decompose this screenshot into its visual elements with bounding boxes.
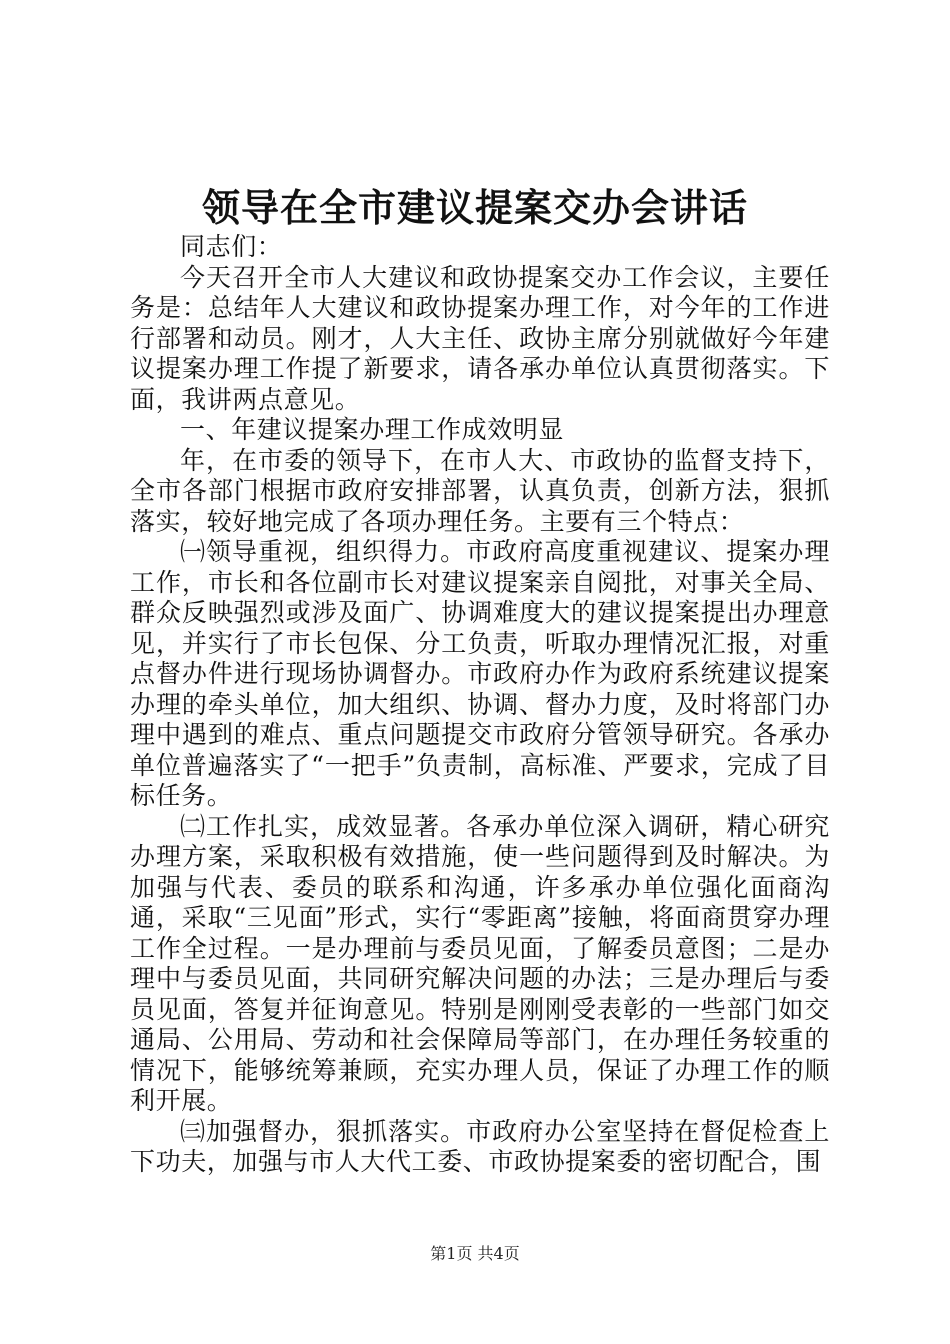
body-paragraph: ㈢加强督办，狠抓落实。市政府办公室坚持在督促检查上下功夫，加强与市人大代工委、市政协提案委的密切配合，围	[130, 1116, 830, 1176]
page-footer: 第1页 共4页	[430, 1244, 520, 1263]
section-heading: 一、年建议提案办理工作成效明显	[180, 415, 565, 444]
document-title: 领导在全市建议提案交办会讲话	[201, 185, 748, 230]
salutation-paragraph: 同志们：	[180, 232, 283, 261]
intro-paragraph: 今天召开全市人大建议和政协提案交办工作会议，主要任务是：总结年人大建议和政协提案办理工作，对今年的工作进行部署和动员。刚才，人大主任、政协主席分别就做好今年建议提案办理工作提了新要求，请各承办单位认真贯彻落实。下面，我讲两点意见。	[130, 262, 830, 414]
body-paragraph: 年，在市委的领导下，在市人大、市政协的监督支持下，全市各部门根据市政府安排部署，认真负责，创新方法，狠抓落实，较好地完成了各项办理任务。主要有三个特点：	[130, 445, 830, 536]
document-body	[130, 232, 830, 1178]
body-paragraph: ㈠领导重视，组织得力。市政府高度重视建议、提案办理工作，市长和各位副市长对建议提案亲自阅批，对事关全局、群众反映强烈或涉及面广、协调难度大的建议提案提出办理意见，并实行了市长包保、分工负责，听取办理情况汇报，对重点督办件进行现场协调督办。市政府办作为政府系统建议提案办理的牵头单位，加大组织、协调、督办力度，及时将部门办理中遇到的难点、重点问题提交市政府分管领导研究。各承办单位普遍落实了“一把手”负责制，高标准、严要求，完成了目标任务。	[130, 537, 830, 810]
body-paragraph: ㈡工作扎实，成效显著。各承办单位深入调研，精心研究办理方案，采取积极有效措施，使一些问题得到及时解决。为加强与代表、委员的联系和沟通，许多承办单位强化面商沟通，采取“三见面”形式，实行“零距离”接触，将面商贯穿办理工作全过程。一是办理前与委员见面，了解委员意图；二是办理中与委员见面，共同研究解决问题的办法；三是办理后与委员见面，答复并征询意见。特别是刚刚受表彰的一些部门如交通局、公用局、劳动和社会保障局等部门，在办理任务较重的情况下，能够统筹兼顾，充实办理人员，保证了办理工作的顺利开展。	[130, 811, 830, 1115]
